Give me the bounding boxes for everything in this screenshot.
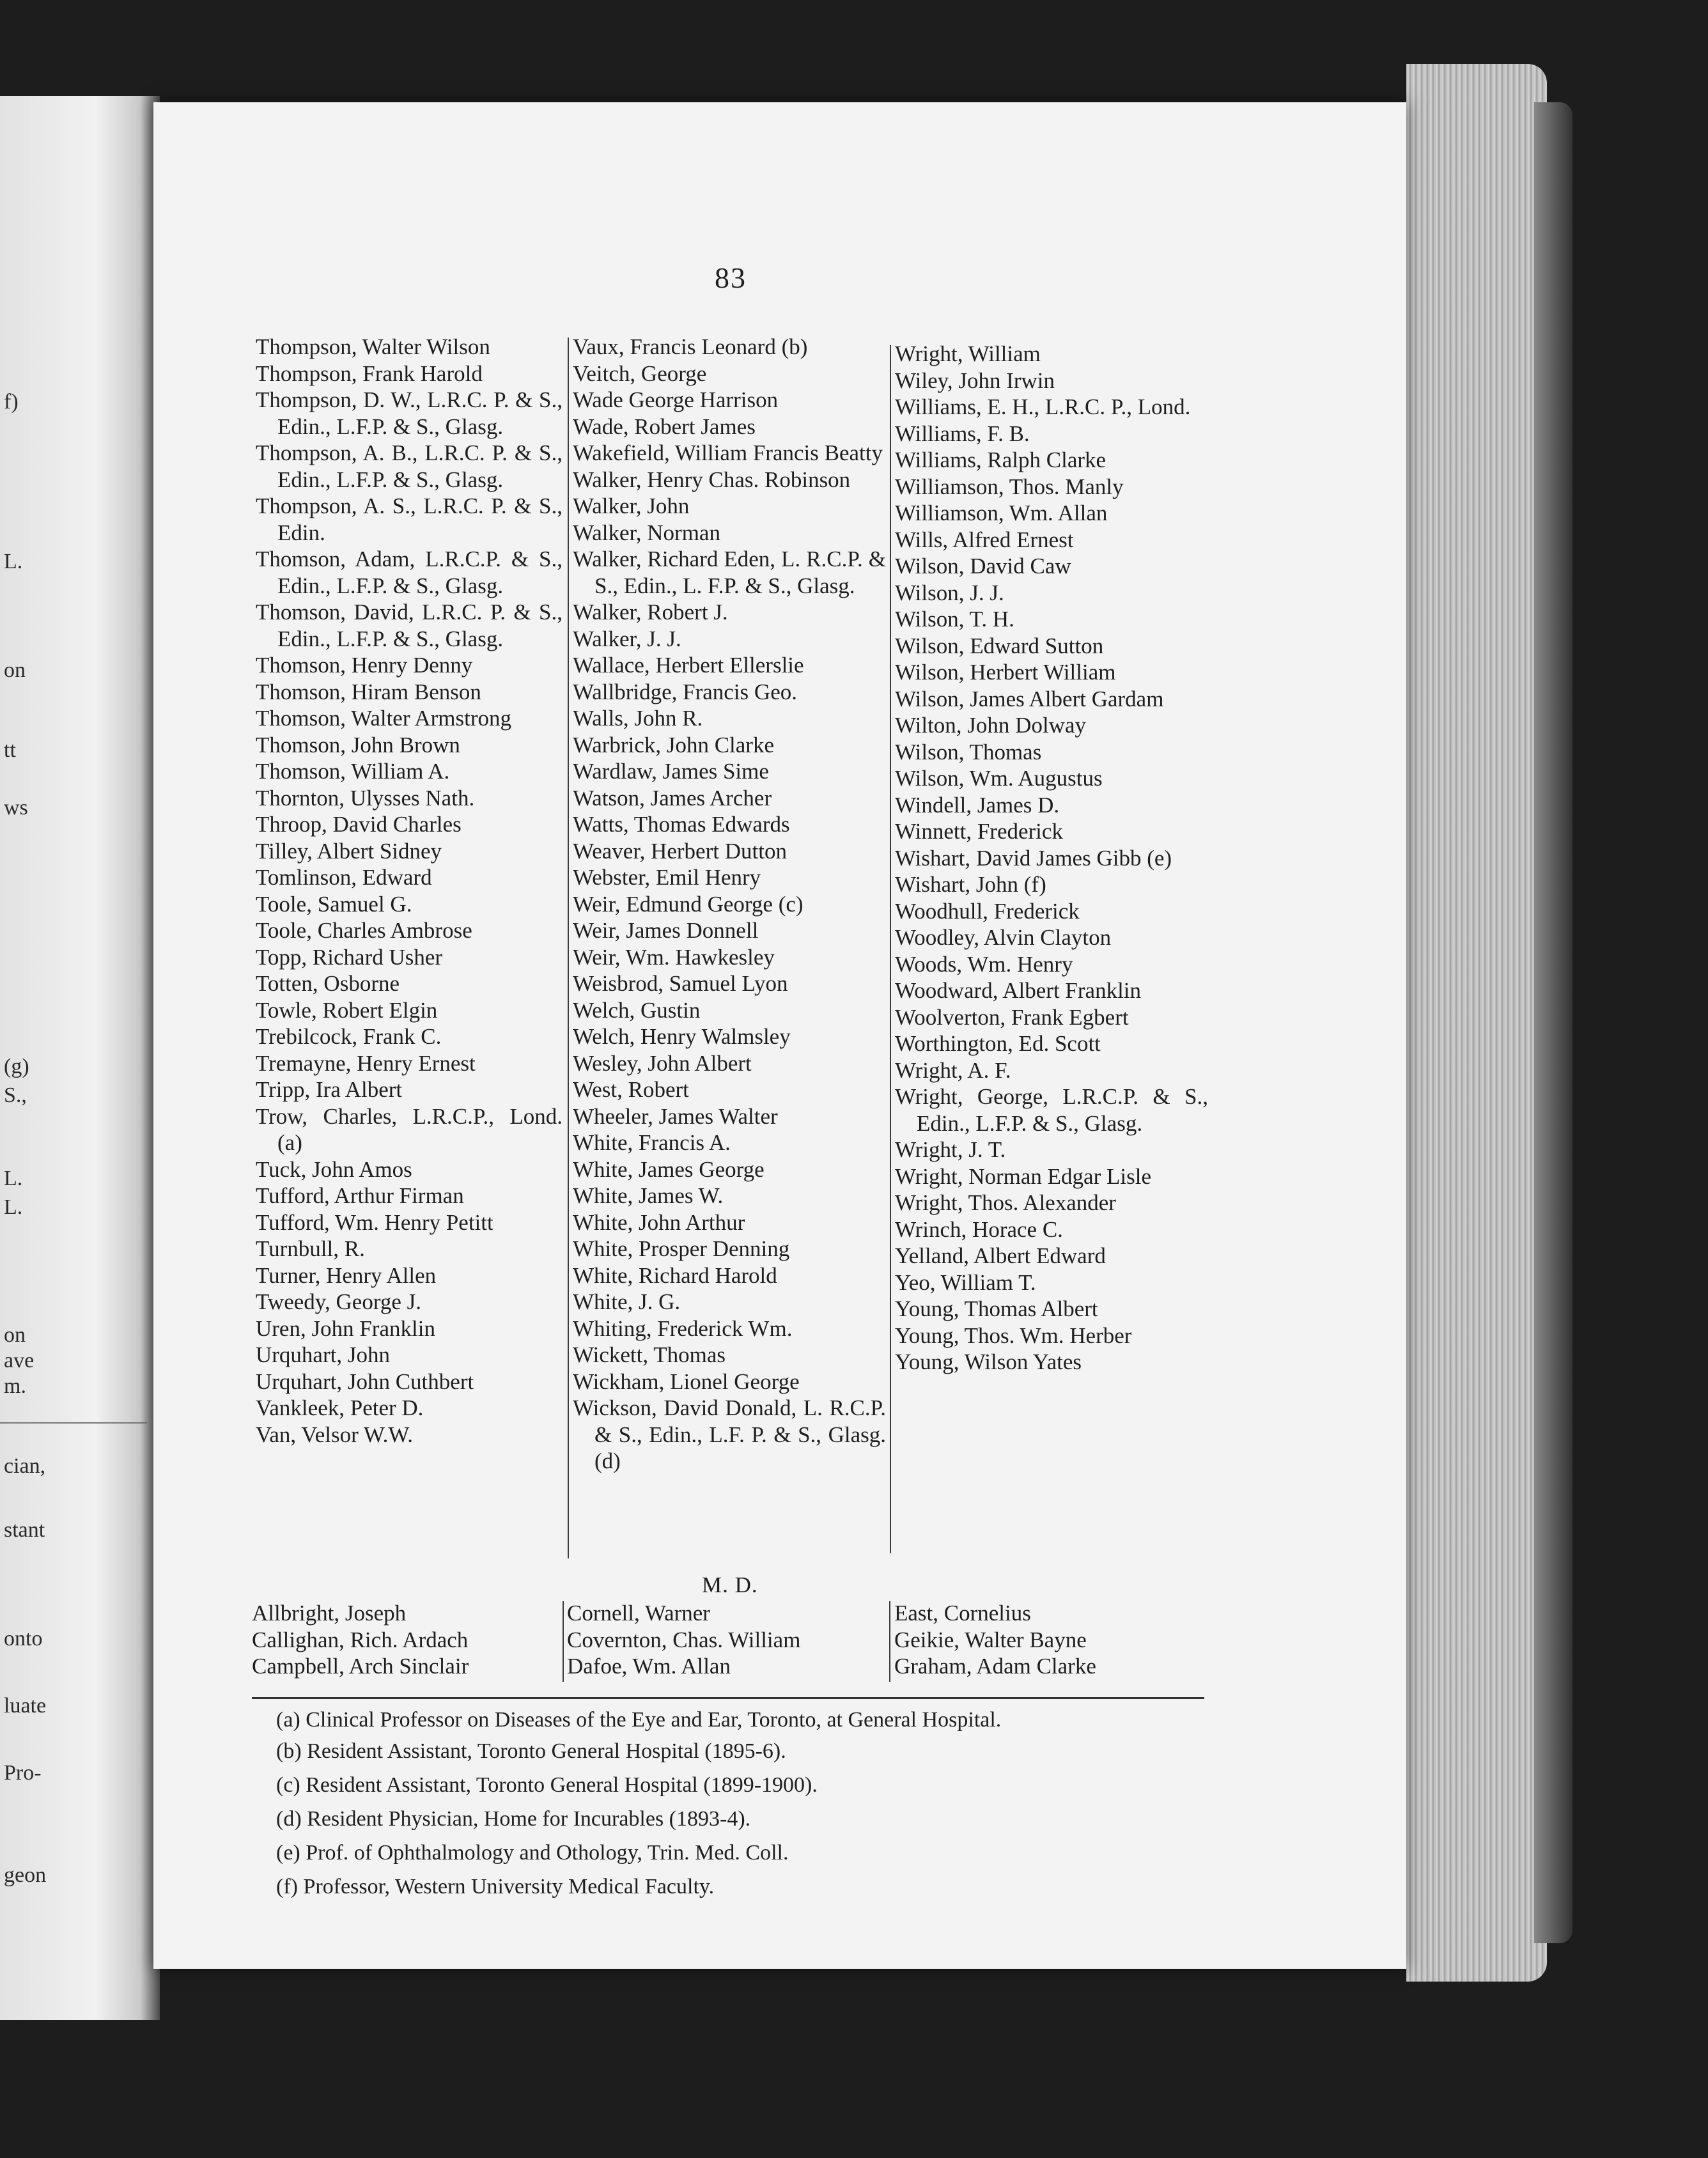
name-entry: Wright, George, L.R.C.P. & S., Edin., L.F.P. & S., Glasg. xyxy=(895,1084,1208,1136)
facing-page-edge xyxy=(0,96,160,2020)
facing-page-fragment: L. xyxy=(4,1167,23,1190)
md-name-entry: Geikie, Walter Bayne xyxy=(894,1627,1087,1652)
name-entry: Topp, Richard Usher xyxy=(256,944,443,970)
facing-page-fragment: on xyxy=(4,658,26,682)
facing-page-text-fragments xyxy=(0,96,153,2020)
name-entry: Wills, Alfred Ernest xyxy=(895,527,1074,552)
md-name-entry: Cornell, Warner xyxy=(567,1601,710,1626)
name-entry: Woods, Wm. Henry xyxy=(895,951,1073,977)
name-entry: Walls, John R. xyxy=(573,706,703,731)
facing-page-fragment: onto xyxy=(4,1627,43,1650)
md-column-1 xyxy=(252,1600,469,1680)
name-entry: Wilson, Thomas xyxy=(895,739,1042,765)
name-entry: Wesley, John Albert xyxy=(573,1050,752,1076)
name-entry: Towle, Robert Elgin xyxy=(256,997,438,1023)
footnote: (b) Resident Assistant, Toronto General Hospital (1895-6). xyxy=(276,1739,786,1763)
name-entry: Thomson, Walter Armstrong xyxy=(256,706,511,731)
name-entry: Wright, A. F. xyxy=(895,1057,1011,1083)
name-entry: Wright, J. T. xyxy=(895,1137,1006,1162)
facing-page-fragment: S., xyxy=(4,1083,27,1107)
name-entry: Wrinch, Horace C. xyxy=(895,1216,1063,1242)
facing-page-rule xyxy=(0,1422,147,1424)
name-entry: Urquhart, John xyxy=(256,1342,390,1367)
name-entry: Trebilcock, Frank C. xyxy=(256,1024,442,1049)
name-entry: Wilson, Wm. Augustus xyxy=(895,766,1103,791)
name-entry: Warbrick, John Clarke xyxy=(573,732,774,757)
footnote-rule xyxy=(252,1697,1204,1699)
facing-page-fragment: geon xyxy=(4,1863,47,1887)
name-entry: Thompson, D. W., L.R.C. P. & S., Edin., L.F.P. & S., Glasg. xyxy=(256,387,563,439)
facing-page-fragment: ave xyxy=(4,1349,35,1372)
name-entry: Uren, John Franklin xyxy=(256,1316,435,1341)
facing-page-fragment: luate xyxy=(4,1694,47,1718)
name-entry: Wilson, Edward Sutton xyxy=(895,633,1104,658)
name-entry: Weir, James Donnell xyxy=(573,918,759,943)
name-entry: Thompson, A. B., L.R.C. P. & S., Edin., L.F.P. & S., Glasg. xyxy=(256,440,563,492)
name-entry: Thompson, A. S., L.R.C. P. & S., Edin. xyxy=(256,493,563,545)
name-entry: Walker, Norman xyxy=(573,520,720,545)
book-cover-edge xyxy=(1534,102,1572,1943)
name-entry: Weir, Edmund George (c) xyxy=(573,891,804,917)
footnote: (d) Resident Physician, Home for Incurables (1893-4). xyxy=(276,1807,751,1831)
name-entry: Tomlinson, Edward xyxy=(256,865,432,890)
name-entry: Young, Wilson Yates xyxy=(895,1349,1082,1374)
name-entry: Weaver, Herbert Dutton xyxy=(573,838,787,864)
name-entry: Wilson, J. J. xyxy=(895,580,1004,605)
facing-page-fragment: stant xyxy=(4,1518,45,1542)
name-entry: Throop, David Charles xyxy=(256,812,462,837)
name-entry: Tripp, Ira Albert xyxy=(256,1077,403,1102)
name-entry: Wilton, John Dolway xyxy=(895,713,1086,738)
name-entry: West, Robert xyxy=(573,1077,689,1102)
name-entry: Thompson, Walter Wilson xyxy=(256,334,490,359)
name-entry: Thomson, David, L.R.C. P. & S., Edin., L.F.P. & S., Glasg. xyxy=(256,600,563,651)
name-entry: Yelland, Albert Edward xyxy=(895,1243,1106,1268)
name-entry: Wilson, David Caw xyxy=(895,554,1071,578)
name-entry: Wickham, Lionel George xyxy=(573,1369,800,1394)
footnote: (e) Prof. of Ophthalmology and Othology, Trin. Med. Coll. xyxy=(276,1841,789,1865)
name-entry: Wright, William xyxy=(895,341,1041,366)
facing-page-fragment: f) xyxy=(4,390,19,414)
md-name-entry: Allbright, Joseph xyxy=(252,1601,407,1626)
name-entry: Wishart, John (f) xyxy=(895,872,1046,897)
name-entry: White, James W. xyxy=(573,1183,724,1208)
name-entry: Thomson, Adam, L.R.C.P. & S., Edin., L.F.P. & S., Glasg. xyxy=(256,547,563,598)
facing-page-fragment: m. xyxy=(4,1374,26,1398)
name-entry: Wallace, Herbert Ellerslie xyxy=(573,653,804,678)
name-entry: Wade George Harrison xyxy=(573,387,779,412)
column-divider-1 xyxy=(568,338,569,1558)
name-entry: Williamson, Thos. Manly xyxy=(895,474,1124,499)
name-entry: Wright, Norman Edgar Lisle xyxy=(895,1163,1151,1189)
name-entry: Wickson, David Donald, L. R.C.P. & S., Edin., L.F. P. & S., Glasg. (d) xyxy=(573,1395,886,1473)
footnote: (a) Clinical Professor on Diseases of the Eye and Ear, Toronto, at General Hospital. xyxy=(276,1708,1002,1732)
md-name-entry: Campbell, Arch Sinclair xyxy=(252,1654,469,1679)
name-column-3 xyxy=(895,341,1208,1376)
name-entry: Trow, Charles, L.R.C.P., Lond. (a) xyxy=(256,1103,563,1155)
name-entry: Totten, Osborne xyxy=(256,971,400,996)
name-entry: Whiting, Frederick Wm. xyxy=(573,1316,793,1341)
name-entry: Windell, James D. xyxy=(895,792,1060,818)
name-entry: Urquhart, John Cuthbert xyxy=(256,1369,474,1394)
name-entry: Williams, E. H., L.R.C. P., Lond. xyxy=(895,394,1191,419)
name-entry: Turnbull, R. xyxy=(256,1236,365,1261)
name-entry: Thomson, Hiram Benson xyxy=(256,679,481,704)
name-entry: Wade, Robert James xyxy=(573,414,756,439)
name-entry: Tilley, Albert Sidney xyxy=(256,838,442,864)
facing-page-fragment: Pro- xyxy=(4,1761,42,1785)
facing-page-fragment: (g) xyxy=(4,1055,29,1078)
name-entry: Toole, Samuel G. xyxy=(256,891,412,917)
footnotes xyxy=(256,1704,1208,1904)
facing-page-fragment: ws xyxy=(4,796,28,819)
facing-page-fragment: L. xyxy=(4,1195,23,1219)
name-entry: Tufford, Arthur Firman xyxy=(256,1183,464,1208)
name-entry: Thornton, Ulysses Nath. xyxy=(256,785,475,811)
name-entry: Walker, Henry Chas. Robinson xyxy=(573,467,851,492)
name-entry: Wright, Thos. Alexander xyxy=(895,1190,1116,1215)
name-entry: Welch, Gustin xyxy=(573,997,701,1023)
name-entry: Wilson, James Albert Gardam xyxy=(895,686,1164,711)
name-entry: White, J. G. xyxy=(573,1289,681,1314)
name-entry: Winnett, Frederick xyxy=(895,819,1063,844)
column-divider-2 xyxy=(890,345,891,1553)
name-entry: Walker, Robert J. xyxy=(573,600,728,625)
name-entry: Wiley, John Irwin xyxy=(895,368,1055,393)
page-number: 83 xyxy=(715,261,747,294)
md-name-entry: Callighan, Rich. Ardach xyxy=(252,1627,469,1652)
name-entry: Walker, John xyxy=(573,493,690,518)
name-entry: Veitch, George xyxy=(573,361,707,386)
name-entry: Wheeler, James Walter xyxy=(573,1103,778,1129)
page-block-edges xyxy=(1406,64,1547,1982)
name-entry: Williams, Ralph Clarke xyxy=(895,447,1106,472)
name-entry: Wishart, David James Gibb (e) xyxy=(895,845,1172,871)
name-entry: Yeo, William T. xyxy=(895,1269,1036,1295)
name-entry: White, Francis A. xyxy=(573,1130,731,1155)
name-entry: Tufford, Wm. Henry Petitt xyxy=(256,1209,493,1235)
name-entry: Vankleek, Peter D. xyxy=(256,1395,424,1420)
md-column-divider-1 xyxy=(563,1601,564,1682)
facing-page-fragment: tt xyxy=(4,738,16,762)
name-column-1 xyxy=(256,334,563,1448)
name-entry: White, Richard Harold xyxy=(573,1262,777,1288)
name-entry: Weir, Wm. Hawkesley xyxy=(573,944,775,970)
name-entry: Worthington, Ed. Scott xyxy=(895,1031,1101,1056)
name-entry: Tweedy, George J. xyxy=(256,1289,421,1314)
name-entry: Walker, Richard Eden, L. R.C.P. & S., Edin., L. F.P. & S., Glasg. xyxy=(573,547,886,598)
name-entry: Watson, James Archer xyxy=(573,785,772,811)
md-name-entry: Dafoe, Wm. Allan xyxy=(567,1654,731,1679)
name-entry: Williamson, Wm. Allan xyxy=(895,501,1108,525)
name-entry: Woodhull, Frederick xyxy=(895,898,1080,924)
name-entry: Turner, Henry Allen xyxy=(256,1262,437,1288)
md-section-heading: M. D. xyxy=(702,1572,758,1597)
name-entry: Weisbrod, Samuel Lyon xyxy=(573,971,788,996)
name-entry: Wickett, Thomas xyxy=(573,1342,726,1367)
name-entry: White, John Arthur xyxy=(573,1209,745,1235)
md-name-entry: Covernton, Chas. William xyxy=(567,1627,801,1652)
name-entry: Young, Thos. Wm. Herber xyxy=(895,1323,1132,1348)
name-entry: Webster, Emil Henry xyxy=(573,865,761,890)
name-entry: Tremayne, Henry Ernest xyxy=(256,1050,476,1076)
name-entry: Thomson, Henry Denny xyxy=(256,653,473,678)
footnote: (f) Professor, Western University Medical Faculty. xyxy=(276,1875,715,1898)
name-entry: Woodley, Alvin Clayton xyxy=(895,925,1112,950)
name-column-2 xyxy=(573,334,886,1475)
name-entry: Thompson, Frank Harold xyxy=(256,361,483,386)
name-entry: White, Prosper Denning xyxy=(573,1236,790,1261)
facing-page-fragment: on xyxy=(4,1323,26,1347)
name-entry: White, James George xyxy=(573,1156,765,1182)
md-name-entry: Graham, Adam Clarke xyxy=(894,1654,1096,1679)
name-entry: Woodward, Albert Franklin xyxy=(895,978,1142,1003)
name-entry: Tuck, John Amos xyxy=(256,1156,412,1182)
name-entry: Williams, F. B. xyxy=(895,421,1030,446)
md-name-entry: East, Cornelius xyxy=(894,1601,1031,1626)
name-entry: Vaux, Francis Leonard (b) xyxy=(573,334,808,359)
name-entry: Walker, J. J. xyxy=(573,626,681,651)
facing-page-fragment: cian, xyxy=(4,1454,46,1478)
md-column-2 xyxy=(567,1600,800,1680)
name-entry: Wilson, T. H. xyxy=(895,607,1014,632)
name-entry: Thomson, John Brown xyxy=(256,732,460,757)
name-entry: Wallbridge, Francis Geo. xyxy=(573,679,797,704)
name-entry: Welch, Henry Walmsley xyxy=(573,1024,791,1049)
name-entry: Toole, Charles Ambrose xyxy=(256,918,472,943)
name-entry: Wilson, Herbert William xyxy=(895,660,1116,685)
name-entry: Wakefield, William Francis Beatty xyxy=(573,440,883,465)
md-column-divider-2 xyxy=(889,1601,890,1682)
name-entry: Woolverton, Frank Egbert xyxy=(895,1004,1129,1030)
facing-page-fragment: L. xyxy=(4,550,23,573)
name-entry: Thomson, William A. xyxy=(256,759,450,784)
md-column-3 xyxy=(894,1600,1096,1680)
footnote: (c) Resident Assistant, Toronto General Hospital (1899-1900). xyxy=(276,1773,818,1797)
name-entry: Van, Velsor W.W. xyxy=(256,1422,413,1447)
name-entry: Young, Thomas Albert xyxy=(895,1296,1098,1321)
name-entry: Watts, Thomas Edwards xyxy=(573,812,790,837)
name-entry: Wardlaw, James Sime xyxy=(573,759,769,784)
